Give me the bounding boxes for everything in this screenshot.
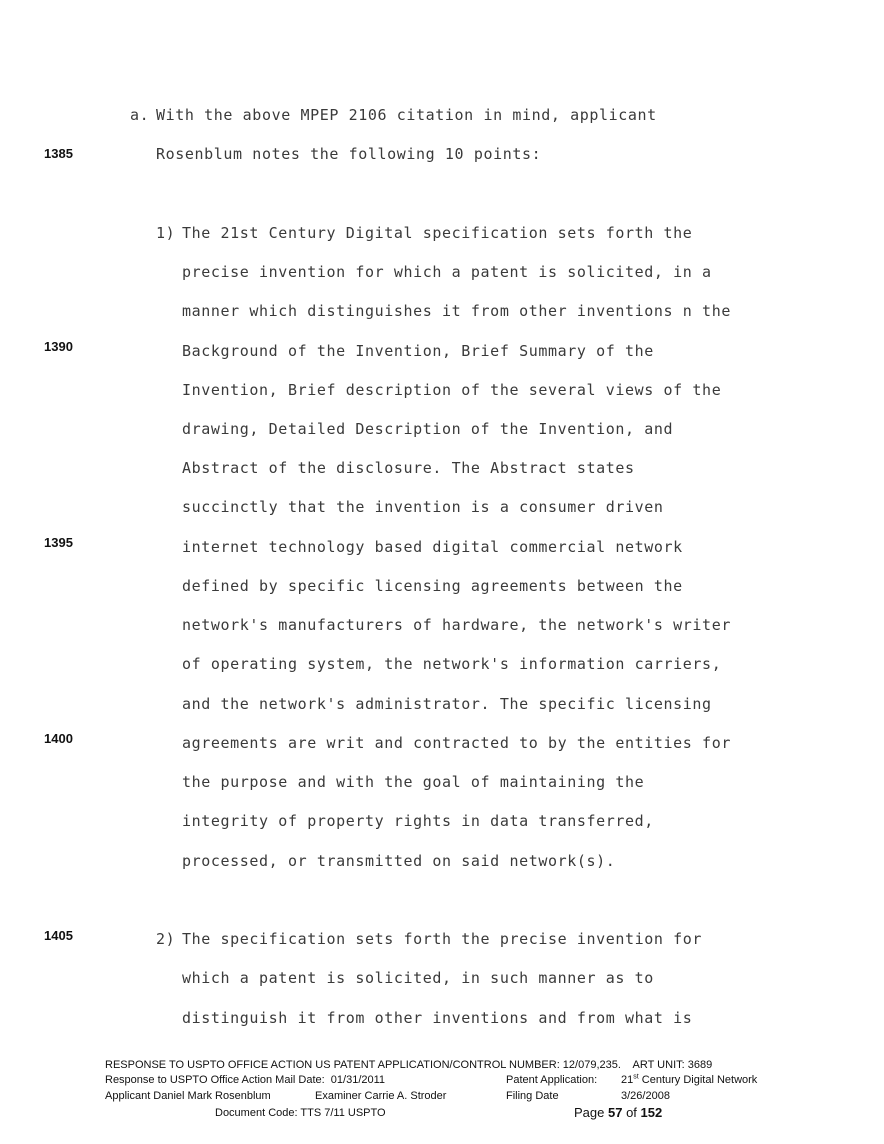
- footer-applicant: Applicant Daniel Mark Rosenblum: [105, 1090, 271, 1102]
- list-marker-a: a.: [130, 106, 150, 124]
- line-number: 1390: [44, 339, 73, 354]
- line-number: 1405: [44, 928, 73, 943]
- list-marker-2: 2): [156, 930, 176, 948]
- body-text-line: of operating system, the network's information carriers,: [182, 655, 722, 673]
- body-text-line: distinguish it from other inventions and from what is: [182, 1009, 693, 1027]
- footer-examiner: Examiner Carrie A. Stroder: [315, 1090, 447, 1102]
- footer-mail-date: Response to USPTO Office Action Mail Date: 01/31/2011: [105, 1074, 386, 1086]
- body-text-line: processed, or transmitted on said network(s).: [182, 852, 616, 870]
- body-text-line: network's manufacturers of hardware, the network's writer: [182, 616, 731, 634]
- body-text-line: Invention, Brief description of the several views of the: [182, 381, 722, 399]
- body-text-line: integrity of property rights in data transferred,: [182, 812, 654, 830]
- body-text-line: manner which distinguishes it from other inventions n the: [182, 302, 731, 320]
- line-number: 1395: [44, 535, 73, 550]
- body-text-line: succinctly that the invention is a consumer driven: [182, 498, 664, 516]
- body-text-line: and the network's administrator. The specific licensing: [182, 695, 712, 713]
- body-text-line: internet technology based digital commercial network: [182, 538, 683, 556]
- body-text-line: Rosenblum notes the following 10 points:: [156, 145, 542, 163]
- body-text-line: Background of the Invention, Brief Summary of the: [182, 342, 654, 360]
- body-text-line: The 21st Century Digital specification sets forth the: [182, 224, 693, 242]
- body-text-line: drawing, Detailed Description of the Invention, and: [182, 420, 674, 438]
- body-text-line: With the above MPEP 2106 citation in mind, applicant: [156, 106, 657, 124]
- body-text-line: which a patent is solicited, in such manner as to: [182, 969, 654, 987]
- line-number: 1400: [44, 731, 73, 746]
- footer-page-number: Page 57 of 152: [574, 1105, 663, 1120]
- footer-patent-app-title: 21st Century Digital Network: [621, 1073, 758, 1086]
- footer-response-line: RESPONSE TO USPTO OFFICE ACTION US PATENT APPLICATION/CONTROL NUMBER: 12/079,235. ART UNIT: 3689: [105, 1059, 713, 1071]
- body-text-line: the purpose and with the goal of maintaining the: [182, 773, 645, 791]
- footer-filing-label: Filing Date: [506, 1090, 559, 1102]
- body-text-line: The specification sets forth the precise invention for: [182, 930, 703, 948]
- footer-patent-app-label: Patent Application:: [506, 1074, 598, 1086]
- body-text-line: agreements are writ and contracted to by the entities for: [182, 734, 731, 752]
- body-text-line: defined by specific licensing agreements between the: [182, 577, 683, 595]
- line-number: 1385: [44, 146, 73, 161]
- footer-filing-date: 3/26/2008: [621, 1090, 670, 1102]
- list-marker-1: 1): [156, 224, 176, 242]
- body-text-line: Abstract of the disclosure. The Abstract states: [182, 459, 635, 477]
- footer-doc-code: Document Code: TTS 7/11 USPTO: [215, 1107, 386, 1119]
- body-text-line: precise invention for which a patent is solicited, in a: [182, 263, 712, 281]
